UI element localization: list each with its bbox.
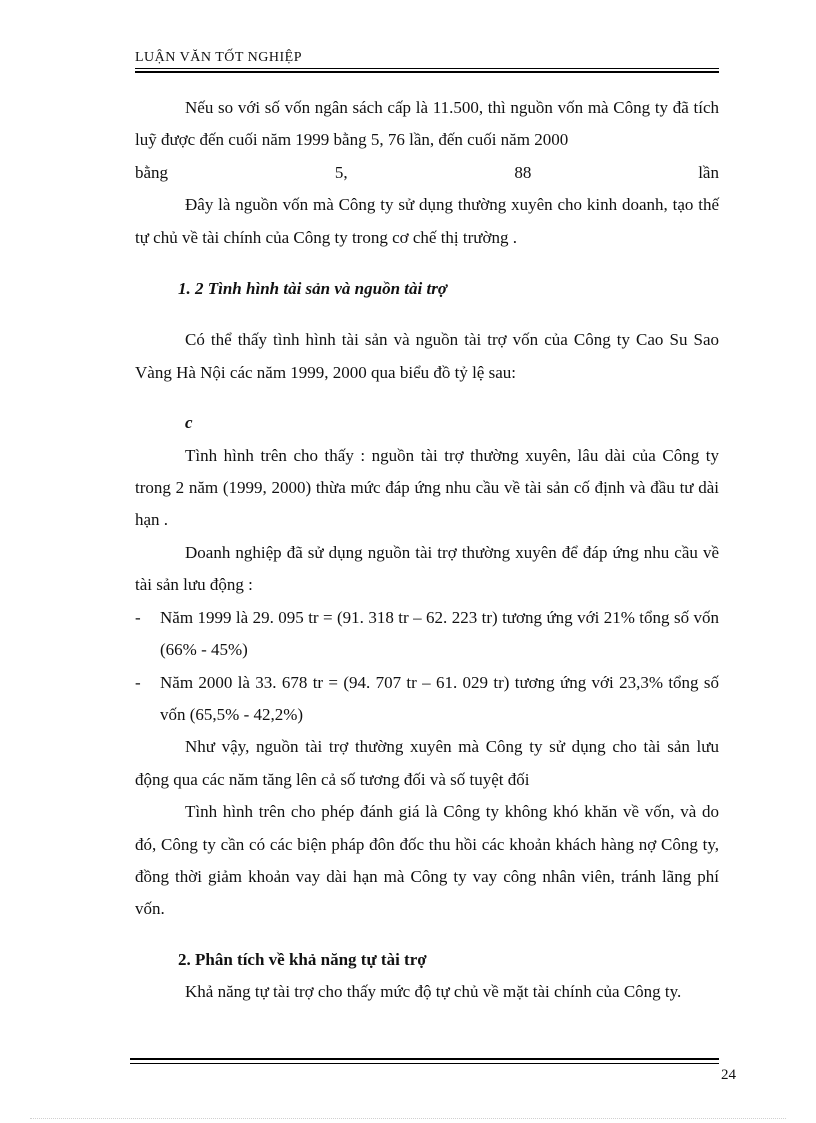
paragraph-capital-comparison: Nếu so với số vốn ngân sách cấp là 11.500, thì nguồn vốn mà Công ty đã tích luỹ được đến cuối năm 1999 bằng 5, 76 lần, đến cuối năm 2000 — [135, 98, 719, 150]
bullet-item-1999 — [135, 602, 719, 667]
section-heading-assets-funding: 1. 2 Tình hình tài sản và nguồn tài trợ — [178, 279, 447, 299]
paragraph-evaluation: Tình hình trên cho phép đánh giá là Công ty không khó khăn về vốn, và do đó, Công ty cần có các biện pháp đôn đốc thu hồi các khoản khách hàng nợ Công ty, đồng thời giảm khoản vay dài hạn mà Công ty vay công nhân viên, tránh lãng phí vốn. — [135, 802, 719, 919]
page-body — [135, 92, 719, 1009]
footer-rule-thin — [130, 1063, 719, 1064]
spread-word: bằng — [135, 162, 169, 182]
spread-word: 5, — [334, 162, 348, 182]
spread-word: 88 — [514, 162, 532, 182]
bullet-dash: - — [135, 672, 141, 692]
bullet-dash: - — [135, 607, 141, 627]
paragraph-increase: Như vậy, nguồn tài trợ thường xuyên mà Công ty sử dụng cho tài sản lưu động qua các năm tăng lên cả số tương đối và số tuyệt đối — [135, 737, 719, 789]
chart-placeholder-letter: c — [185, 413, 193, 433]
paragraph-regular-capital: Đây là nguồn vốn mà Công ty sử dụng thường xuyên cho kinh doanh, tạo thế tự chủ về tài chính của Công ty trong cơ chế thị trường . — [135, 195, 719, 247]
paragraph-assets-overview: Có thể thấy tình hình tài sản và nguồn tài trợ vốn của Công ty Cao Su Sao Vàng Hà Nội các năm 1999, 2000 qua biểu đồ tỷ lệ sau: — [135, 330, 719, 382]
bullet-text: Năm 2000 là 33. 678 tr = (94. 707 tr – 61. 029 tr) tương ứng với 23,3% tổng số vốn (65,5% - 42,2%) — [160, 672, 719, 724]
spread-word: lần — [698, 162, 719, 182]
header-rule-thick — [135, 71, 719, 73]
page-number: 24 — [721, 1067, 736, 1083]
section-heading-self-financing: 2. Phân tích về khả năng tự tài trợ — [178, 949, 427, 969]
footer-rule-thick — [130, 1058, 719, 1060]
paragraph-working-capital: Doanh nghiệp đã sử dụng nguồn tài trợ thường xuyên để đáp ứng nhu cầu về tài sản lưu động : — [135, 542, 719, 595]
header-rule-thin — [135, 68, 719, 69]
running-header: LUẬN VĂN TỐT NGHIỆP — [135, 50, 302, 65]
paragraph-situation-summary: Tình hình trên cho thấy : nguồn tài trợ thường xuyên, lâu dài của Công ty trong 2 năm (1999, 2000) thừa mức đáp ứng nhu cầu về tài sản cố định và đầu tư dài hạn . — [135, 445, 719, 530]
bullet-item-2000 — [135, 667, 719, 732]
spread-line — [135, 157, 719, 189]
paragraph-self-financing: Khả năng tự tài trợ cho thấy mức độ tự chủ về mặt tài chính của Công ty. — [185, 982, 682, 1002]
bullet-text: Năm 1999 là 29. 095 tr = (91. 318 tr – 62. 223 tr) tương ứng với 21% tổng số vốn (66% - 45%) — [160, 607, 719, 660]
page-edge-dotted-line — [30, 1118, 786, 1119]
